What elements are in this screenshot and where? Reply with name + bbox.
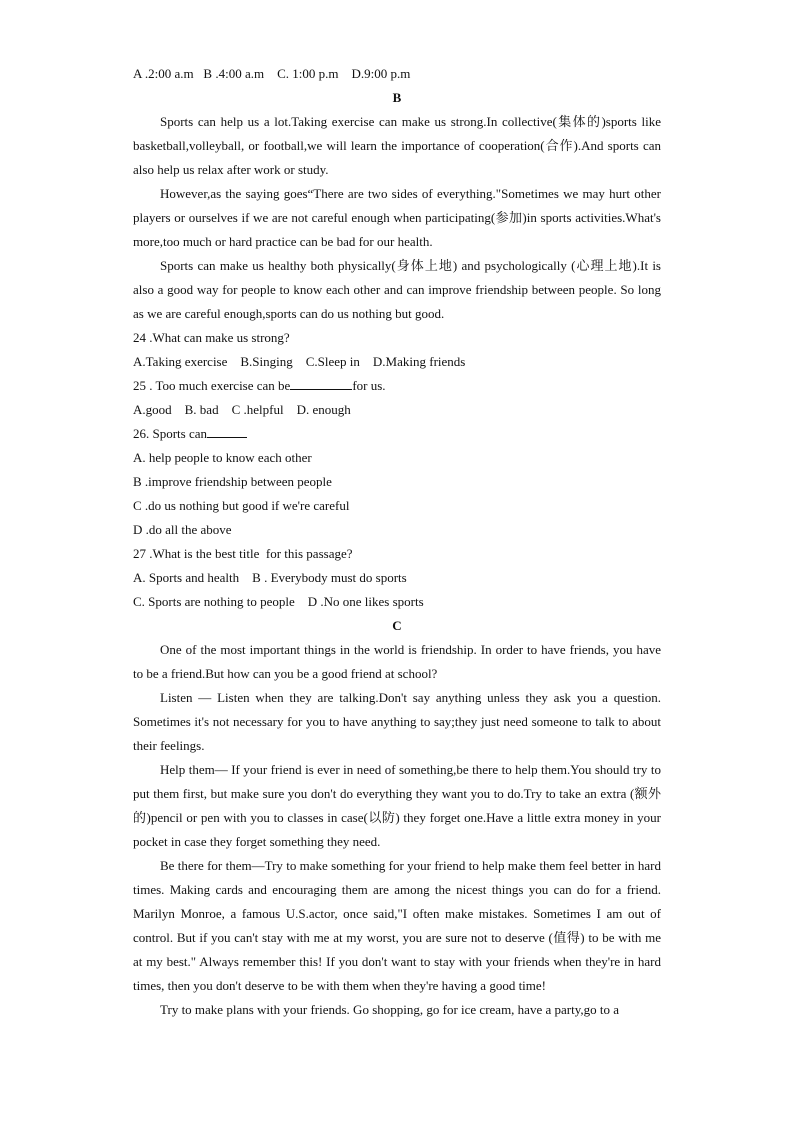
passage-c-paragraph-5: Try to make plans with your friends. Go shopping, go for ice cream, have a party,go to a: [160, 1002, 619, 1017]
passage-b-paragraph-2: However,as the saying goes“There are two sides of everything."Sometimes we may hurt other players or ourselves if we are not careful enough when participating(参加)in sports activities.What's more,too much or hard practice can be bad for our health.: [133, 186, 661, 249]
question-25-stem-end: for us.: [352, 378, 386, 393]
passage-c-paragraph-3: Help them— If your friend is ever in need of something,be there to help them.You should try to put them first, but make sure you don't do everything they want you to do.Try to take an extra (额外的)pencil or pen with you to classes in case(以防) they forget one.Have a little extra money in your pocket in case they forget something they need.: [133, 762, 661, 849]
question-26-option-c: C .do us nothing but good if we're careful: [133, 498, 350, 513]
question-26-stem-text: 26. Sports can: [133, 426, 208, 441]
question-24-options: A.Taking exercise B.Singing C.Sleep in D.Making friends: [133, 354, 466, 369]
previous-question-options: A .2:00 a.m B .4:00 a.m C. 1:00 p.m D.9:00 p.m: [133, 66, 411, 81]
question-25-options: A.good B. bad C .helpful D. enough: [133, 402, 351, 417]
question-27-options-ab: A. Sports and health B . Everybody must do sports: [133, 570, 407, 585]
answer-blank: [290, 377, 352, 390]
section-c-heading: C: [392, 618, 402, 633]
question-27-options-cd: C. Sports are nothing to people D .No one likes sports: [133, 594, 424, 609]
passage-c-paragraph-4: Be there for them—Try to make something for your friend to help make them feel better in hard times. Making cards and encouraging them are among the nicest things you can do for a friend. Marilyn Monroe, a famous U.S.actor, once said,"I often make mistakes. Sometimes I am out of control. But if you can't stay with me at my worst, you are sure not to deserve (值得) to be with me at my best." Always remember this! If you don't want to stay with your friends when they're in hard times, then you don't deserve to be with them when they're having a good time!: [133, 858, 661, 993]
answer-blank: [207, 425, 247, 438]
question-24-stem: 24 .What can make us strong?: [133, 330, 290, 345]
passage-b-paragraph-3: Sports can make us healthy both physically(身体上地) and psychologically (心理上地).It is also a good way for people to know each other and can improve friendship between people. So long as we are careful enough,sports can do us nothing but good.: [133, 258, 661, 321]
passage-b-paragraph-1: Sports can help us a lot.Taking exercise can make us strong.In collective(集体的)sports like basketball,volleyball, or football,we will learn the importance of cooperation(合作).And sports can also help us relax after work or study.: [133, 114, 661, 177]
section-b-heading: B: [392, 90, 402, 105]
question-25-stem-start: 25 . Too much exercise can be: [133, 378, 291, 393]
passage-c-paragraph-1: One of the most important things in the world is friendship. In order to have friends, you have to be a friend.But how can you be a good friend at school?: [133, 642, 661, 681]
question-26-stem: [133, 422, 661, 446]
question-26-option-a: A. help people to know each other: [133, 450, 312, 465]
question-26-option-b: B .improve friendship between people: [133, 474, 332, 489]
question-26-option-d: D .do all the above: [133, 522, 232, 537]
question-25-stem: [133, 374, 661, 398]
question-27-stem: 27 .What is the best title for this passage?: [133, 546, 353, 561]
passage-c-paragraph-2: Listen — Listen when they are talking.Don't say anything unless they ask you a question. Sometimes it's not necessary for you to have anything to say;they just need someone to talk to about their feelings.: [133, 690, 661, 753]
document-page: [133, 62, 661, 1022]
